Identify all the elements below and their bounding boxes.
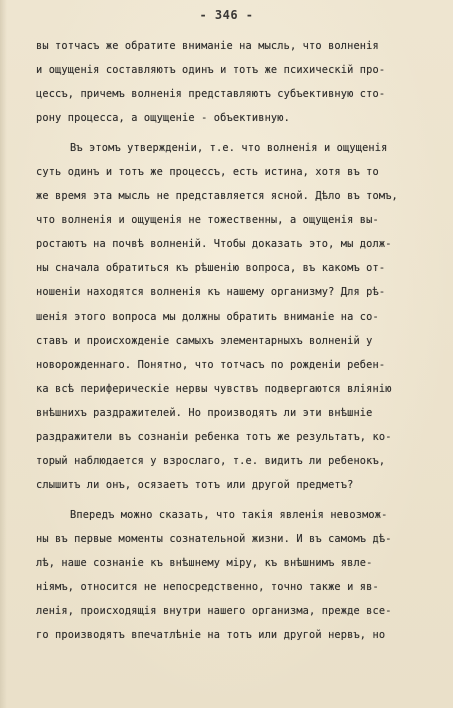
page-number: - 346 - [199, 8, 254, 22]
text-line: ны сначала обратиться къ рѣшенію вопроса, въ какомъ от- [36, 262, 386, 274]
text-line: го производятъ впечатлѣніе на тотъ или другой нервъ, но [36, 629, 386, 641]
text-line: лѣ, наше сознаніе къ внѣшнему міру, къ внѣшнимъ явле- [36, 557, 373, 569]
text-line: вы тотчасъ же обратите вниманіе на мысль, что волненія [36, 40, 379, 52]
text-line: цессъ, причемъ волненія представляютъ субъективную сто- [36, 88, 386, 100]
text-line: ніямъ, относится не непосредственно, точно также и яв- [36, 581, 379, 593]
text-line: новорожденнаго. Понятно, что тотчасъ по рожденіи ребен- [36, 359, 386, 371]
text-line: рону процесса, а ощущеніе - объективную. [36, 112, 290, 124]
text-line: Въ этомъ утвержденіи, т.е. что волненія и ощущенія [70, 142, 388, 154]
text-line: суть одинъ и тотъ же процессъ, есть истина, хотя въ то [36, 166, 379, 178]
text-line: ленія, происходящія внутри нашего организма, прежде все- [36, 605, 392, 617]
text-line: Впередъ можно сказать, что такія явленія невозмож- [70, 509, 388, 521]
text-line: ношеніи находятся волненія къ нашему организму? Для рѣ- [36, 286, 386, 298]
text-line: слышитъ ли онъ, осязаетъ тотъ или другой предметъ? [36, 479, 354, 491]
text-line: и ощущенія составляютъ одинъ и тотъ же психическій про- [36, 64, 386, 76]
text-line: торый наблюдается у взрослаго, т.е. видитъ ли ребенокъ, [36, 455, 386, 467]
text-line: же время эта мысль не представляется ясной. Дѣло въ томъ, [36, 190, 398, 202]
text-line: ростаютъ на почвѣ волненій. Чтобы доказать это, мы долж- [36, 238, 392, 250]
text-line: что волненія и ощущенія не тожественны, а ощущенія вы- [36, 214, 379, 226]
text-line: внѣшнихъ раздражителей. Но производятъ ли эти внѣшніе [36, 407, 373, 419]
text-line: раздражители въ сознаніи ребенка тотъ же результатъ, ко- [36, 431, 392, 443]
text-line: ны въ первые моменты сознательной жизни. И въ самомъ дѣ- [36, 533, 392, 545]
text-line: ставъ и происхожденіе самыхъ элементарныхъ волненій у [36, 335, 373, 347]
text-line: ка всѣ периферическіе нервы чувствъ подвергаются вліянію [36, 383, 392, 395]
text-line: шенія этого вопроса мы должны обратить вниманіе на со- [36, 311, 379, 323]
page-shadow-edge [0, 0, 7, 708]
